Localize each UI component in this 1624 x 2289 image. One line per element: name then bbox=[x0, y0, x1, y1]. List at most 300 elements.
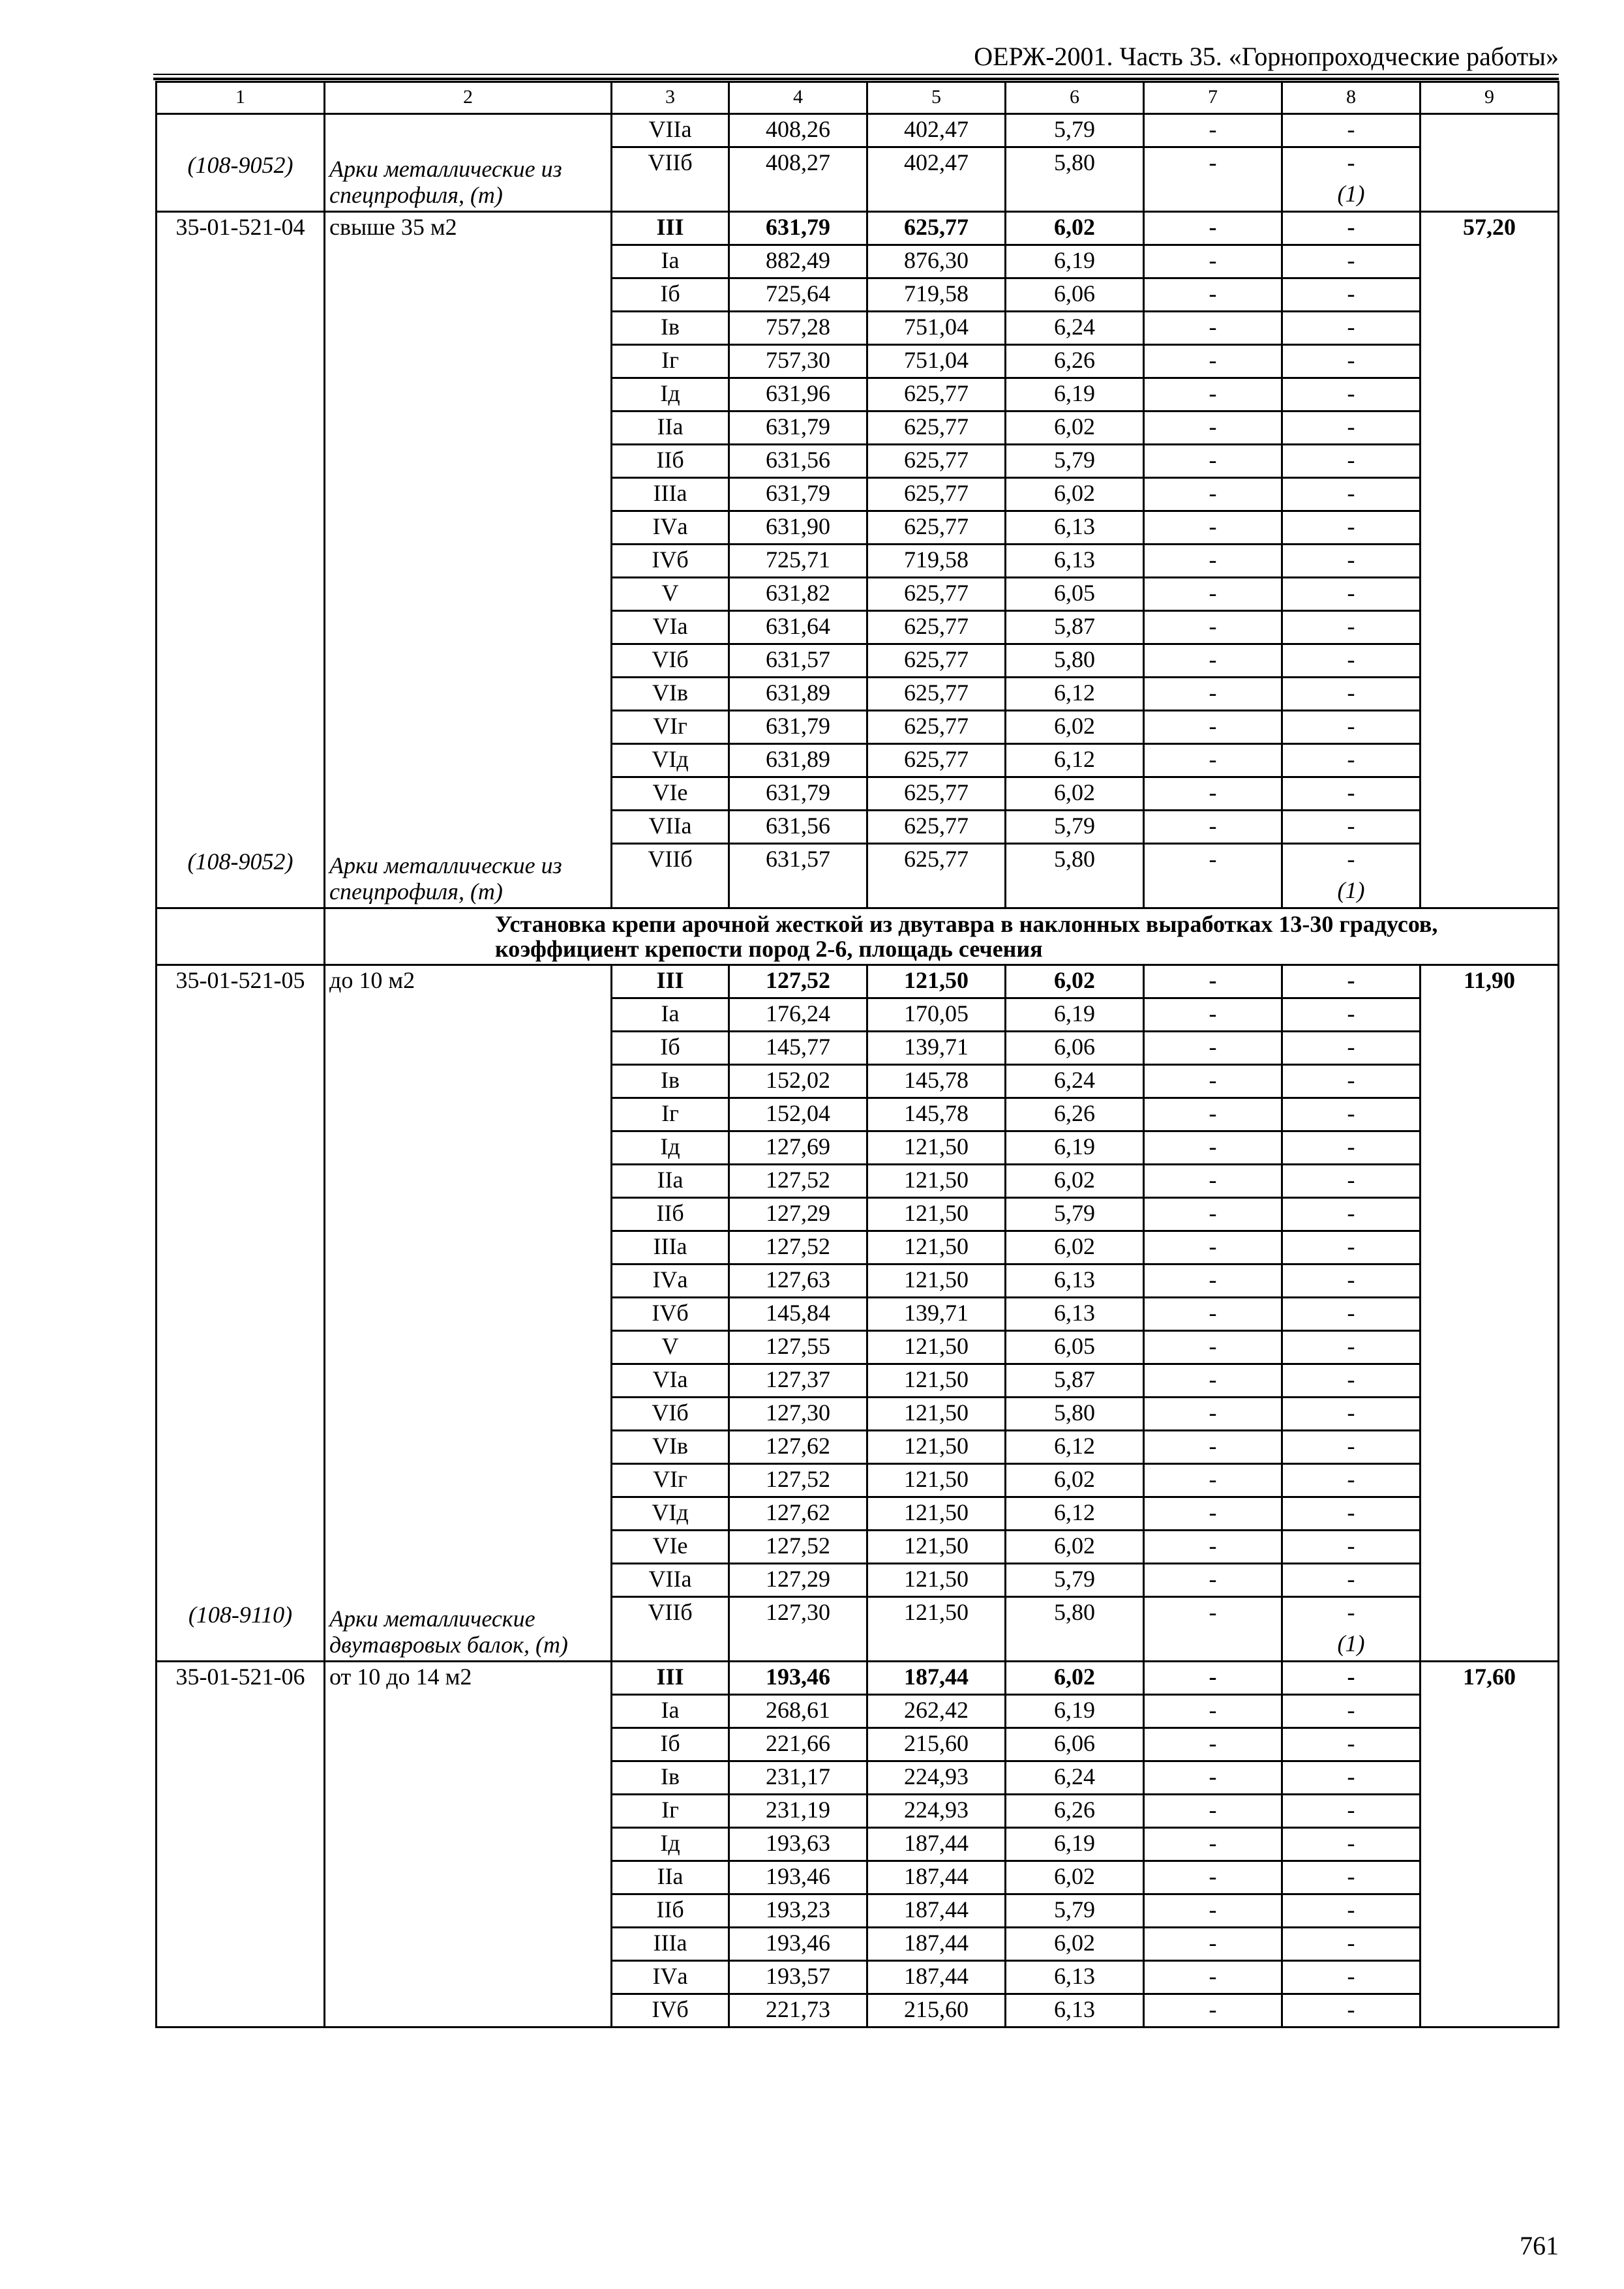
section-title: Установка крепи арочной жесткой из двутавра в наклонных выработках 13-30 градусов, коэффициент крепости пород 2-6, площадь сечения bbox=[325, 908, 1559, 965]
norm-name bbox=[325, 965, 612, 1662]
norm-code-text: 35-01-521-05 bbox=[175, 967, 305, 993]
empty-cell bbox=[1144, 876, 1282, 908]
cell-c6: 6,02 bbox=[1006, 411, 1144, 445]
cell-c5: 121,50 bbox=[867, 1398, 1006, 1431]
cell-c6: 6,13 bbox=[1006, 1264, 1144, 1298]
cell-zone: VIе bbox=[612, 777, 729, 811]
cell-c4: 631,64 bbox=[729, 611, 867, 644]
resource-code: (108-9052) bbox=[187, 152, 293, 178]
cell-zone: Iа bbox=[612, 245, 729, 278]
cell-c8: - bbox=[1282, 1464, 1421, 1497]
cell-c4: 145,77 bbox=[729, 1032, 867, 1065]
cell-c8: - bbox=[1282, 1431, 1421, 1464]
cell-c6: 6,05 bbox=[1006, 1331, 1144, 1364]
cell-c8: - bbox=[1282, 1497, 1421, 1531]
cell-c5: 402,47 bbox=[867, 147, 1006, 180]
cell-c6: 6,06 bbox=[1006, 1728, 1144, 1761]
cell-c4: 631,57 bbox=[729, 644, 867, 678]
cell-c4: 127,52 bbox=[729, 1165, 867, 1198]
cell-zone: VIг bbox=[612, 1464, 729, 1497]
cell-c7: - bbox=[1144, 1564, 1282, 1597]
cell-c7: - bbox=[1144, 1695, 1282, 1728]
cell-c4: 631,56 bbox=[729, 445, 867, 478]
cell-c5: 187,44 bbox=[867, 1662, 1006, 1695]
cell-zone: IIIа bbox=[612, 1231, 729, 1264]
cell-c7: - bbox=[1144, 212, 1282, 245]
cell-c5: 625,77 bbox=[867, 478, 1006, 511]
cell-c8: - bbox=[1282, 245, 1421, 278]
cell-zone: IIа bbox=[612, 1165, 729, 1198]
cell-c6: 5,80 bbox=[1006, 844, 1144, 876]
column-number: 8 bbox=[1282, 82, 1421, 114]
cell-zone: Iг bbox=[612, 345, 729, 378]
cell-c4: 757,30 bbox=[729, 345, 867, 378]
cell-c6: 6,02 bbox=[1006, 711, 1144, 744]
cell-c4: 631,79 bbox=[729, 478, 867, 511]
cell-zone: Iд bbox=[612, 1828, 729, 1861]
cell-c8: - bbox=[1282, 278, 1421, 312]
cell-c7: - bbox=[1144, 1894, 1282, 1928]
cell-c7: - bbox=[1144, 312, 1282, 345]
cell-c4: 127,62 bbox=[729, 1497, 867, 1531]
cell-c4: 725,71 bbox=[729, 545, 867, 578]
cell-c8: - bbox=[1282, 345, 1421, 378]
cell-c6: 5,80 bbox=[1006, 644, 1144, 678]
cell-zone: VIа bbox=[612, 1364, 729, 1398]
cell-c5: 625,77 bbox=[867, 644, 1006, 678]
cell-c5: 215,60 bbox=[867, 1994, 1006, 2027]
cell-c4: 193,23 bbox=[729, 1894, 867, 1928]
page-number: 761 bbox=[1520, 2231, 1559, 2260]
empty-cell bbox=[1144, 1629, 1282, 1662]
cell-c7: - bbox=[1144, 1828, 1282, 1861]
cell-c7: - bbox=[1144, 578, 1282, 611]
table-row bbox=[157, 212, 1559, 245]
cell-c8: - bbox=[1282, 1994, 1421, 2027]
cell-zone: IIа bbox=[612, 1861, 729, 1894]
cell-c5: 187,44 bbox=[867, 1961, 1006, 1994]
cell-c7: - bbox=[1144, 1065, 1282, 1098]
cell-c4: 176,24 bbox=[729, 998, 867, 1032]
cell-c7: - bbox=[1144, 1795, 1282, 1828]
cell-c8: - bbox=[1282, 1695, 1421, 1728]
cell-c7: - bbox=[1144, 1531, 1282, 1564]
cell-c6: 6,02 bbox=[1006, 965, 1144, 998]
empty-cell bbox=[1006, 876, 1144, 908]
cell-c4: 231,19 bbox=[729, 1795, 867, 1828]
norm-code-text: 35-01-521-06 bbox=[175, 1664, 305, 1690]
cell-c6: 6,02 bbox=[1006, 1861, 1144, 1894]
cell-c4: 193,63 bbox=[729, 1828, 867, 1861]
cell-zone: IIб bbox=[612, 1198, 729, 1231]
cell-zone: VIд bbox=[612, 1497, 729, 1531]
resource-name: Арки металлические из спецпрофиля, (т) bbox=[329, 852, 562, 905]
empty-cell bbox=[612, 179, 729, 212]
cell-c7: - bbox=[1144, 1098, 1282, 1131]
cell-c4: 127,30 bbox=[729, 1398, 867, 1431]
cell-c4: 631,56 bbox=[729, 811, 867, 844]
cell-c7: - bbox=[1144, 245, 1282, 278]
cell-c6: 6,24 bbox=[1006, 1065, 1144, 1098]
cell-c7: - bbox=[1144, 678, 1282, 711]
cell-c8: - bbox=[1282, 777, 1421, 811]
cell-c5: 139,71 bbox=[867, 1032, 1006, 1065]
cell-c5: 262,42 bbox=[867, 1695, 1006, 1728]
cell-c5: 121,50 bbox=[867, 1431, 1006, 1464]
cell-c5: 625,77 bbox=[867, 578, 1006, 611]
cell-c6: 6,19 bbox=[1006, 1131, 1144, 1165]
cell-zone: Iа bbox=[612, 1695, 729, 1728]
norm-code bbox=[157, 114, 325, 212]
cell-c8: - bbox=[1282, 1032, 1421, 1065]
cell-c6: 6,02 bbox=[1006, 212, 1144, 245]
cell-c8: - bbox=[1282, 1761, 1421, 1795]
cell-zone: VIIа bbox=[612, 1564, 729, 1597]
cell-c8: - bbox=[1282, 644, 1421, 678]
cell-zone: IIа bbox=[612, 411, 729, 445]
cell-c8: - bbox=[1282, 1065, 1421, 1098]
cell-c7: - bbox=[1144, 545, 1282, 578]
cell-zone: VIв bbox=[612, 1431, 729, 1464]
resource-name: Арки металлические из спецпрофиля, (т) bbox=[329, 156, 562, 208]
column-number: 4 bbox=[729, 82, 867, 114]
cell-c6: 6,02 bbox=[1006, 1464, 1144, 1497]
cell-c8: - bbox=[1282, 1861, 1421, 1894]
cell-c5: 121,50 bbox=[867, 1564, 1006, 1597]
cell-c6: 6,12 bbox=[1006, 1497, 1144, 1531]
cell-c5: 876,30 bbox=[867, 245, 1006, 278]
cell-c4: 127,52 bbox=[729, 1531, 867, 1564]
cell-c5: 121,50 bbox=[867, 1597, 1006, 1630]
cell-c7: - bbox=[1144, 1497, 1282, 1531]
cell-c8: - bbox=[1282, 378, 1421, 411]
norms-table bbox=[155, 81, 1559, 2028]
cell-c6: 6,24 bbox=[1006, 1761, 1144, 1795]
total-cost: 17,60 bbox=[1421, 1662, 1559, 2027]
cell-c6: 6,19 bbox=[1006, 245, 1144, 278]
resource-name: Арки металлические двутавровых балок, (т) bbox=[329, 1606, 568, 1658]
cell-zone: VIIб bbox=[612, 844, 729, 876]
cell-c5: 121,50 bbox=[867, 1165, 1006, 1198]
cell-c8: - bbox=[1282, 1098, 1421, 1131]
cell-c6: 5,79 bbox=[1006, 114, 1144, 147]
cell-c8: - bbox=[1282, 478, 1421, 511]
cell-zone: III bbox=[612, 965, 729, 998]
cell-c5: 625,77 bbox=[867, 411, 1006, 445]
cell-c4: 193,57 bbox=[729, 1961, 867, 1994]
empty-cell bbox=[867, 1629, 1006, 1662]
empty-cell bbox=[612, 876, 729, 908]
cell-zone: VIIа bbox=[612, 114, 729, 147]
cell-c4: 127,52 bbox=[729, 965, 867, 998]
cell-c5: 187,44 bbox=[867, 1894, 1006, 1928]
cell-zone: IVб bbox=[612, 1994, 729, 2027]
cell-zone: Iг bbox=[612, 1098, 729, 1131]
norm-name bbox=[325, 212, 612, 908]
cell-c4: 631,96 bbox=[729, 378, 867, 411]
cell-c4: 757,28 bbox=[729, 312, 867, 345]
cell-c5: 170,05 bbox=[867, 998, 1006, 1032]
cell-zone: IVа bbox=[612, 1961, 729, 1994]
total-cost: 11,90 bbox=[1421, 965, 1559, 1662]
cell-c6: 6,02 bbox=[1006, 1231, 1144, 1264]
cell-c4: 631,82 bbox=[729, 578, 867, 611]
empty-cell bbox=[1006, 179, 1144, 212]
cell-c5: 625,77 bbox=[867, 212, 1006, 245]
cell-c4: 631,79 bbox=[729, 411, 867, 445]
cell-c5: 121,50 bbox=[867, 1364, 1006, 1398]
cell-c7: - bbox=[1144, 965, 1282, 998]
cell-c4: 882,49 bbox=[729, 245, 867, 278]
cell-c4: 193,46 bbox=[729, 1928, 867, 1961]
cell-c5: 215,60 bbox=[867, 1728, 1006, 1761]
cell-c7: - bbox=[1144, 998, 1282, 1032]
section-row bbox=[157, 908, 1559, 965]
cell-c8: - bbox=[1282, 1398, 1421, 1431]
header-rule bbox=[153, 74, 1559, 75]
cell-c6: 6,26 bbox=[1006, 1795, 1144, 1828]
cell-c7: - bbox=[1144, 1961, 1282, 1994]
header-rule-thick bbox=[153, 78, 1559, 80]
cell-c4: 631,57 bbox=[729, 844, 867, 876]
cell-zone: Iв bbox=[612, 1065, 729, 1098]
table-row bbox=[157, 114, 1559, 147]
cell-c5: 121,50 bbox=[867, 1264, 1006, 1298]
cell-c8: - bbox=[1282, 711, 1421, 744]
cell-c8: - bbox=[1282, 998, 1421, 1032]
cell-c5: 719,58 bbox=[867, 278, 1006, 312]
cell-c4: 193,46 bbox=[729, 1861, 867, 1894]
cell-zone: Iб bbox=[612, 278, 729, 312]
cell-c7: - bbox=[1144, 644, 1282, 678]
cell-c7: - bbox=[1144, 1364, 1282, 1398]
cell-c8: - bbox=[1282, 811, 1421, 844]
cell-c6: 5,79 bbox=[1006, 1894, 1144, 1928]
cell-c8: - bbox=[1282, 1165, 1421, 1198]
cell-c4: 221,66 bbox=[729, 1728, 867, 1761]
cell-c4: 631,79 bbox=[729, 777, 867, 811]
cell-c7: - bbox=[1144, 844, 1282, 876]
cell-c7: - bbox=[1144, 1994, 1282, 2027]
cell-c6: 6,12 bbox=[1006, 744, 1144, 777]
column-number: 9 bbox=[1421, 82, 1559, 114]
cell-c8: - bbox=[1282, 744, 1421, 777]
cell-zone: VIе bbox=[612, 1531, 729, 1564]
cell-c4: 127,37 bbox=[729, 1364, 867, 1398]
cell-c6: 6,26 bbox=[1006, 1098, 1144, 1131]
norm-code-text: 35-01-521-04 bbox=[175, 214, 305, 240]
cell-c5: 625,77 bbox=[867, 711, 1006, 744]
column-number: 6 bbox=[1006, 82, 1144, 114]
cell-zone: IVа bbox=[612, 1264, 729, 1298]
cell-c5: 751,04 bbox=[867, 345, 1006, 378]
resource-qty: (1) bbox=[1282, 179, 1421, 212]
cell-c6: 5,87 bbox=[1006, 1364, 1144, 1398]
cell-zone: V bbox=[612, 578, 729, 611]
cell-c7: - bbox=[1144, 378, 1282, 411]
cell-c6: 6,02 bbox=[1006, 1531, 1144, 1564]
empty-cell bbox=[867, 179, 1006, 212]
norm-name bbox=[325, 114, 612, 212]
cell-zone: VIIб bbox=[612, 147, 729, 180]
cell-c4: 127,29 bbox=[729, 1564, 867, 1597]
empty-cell bbox=[729, 1629, 867, 1662]
cell-zone: Iб bbox=[612, 1728, 729, 1761]
cell-c8: - bbox=[1282, 147, 1421, 180]
cell-c8: - bbox=[1282, 1795, 1421, 1828]
resource-code: (108-9052) bbox=[187, 848, 293, 875]
cell-c8: - bbox=[1282, 545, 1421, 578]
cell-c8: - bbox=[1282, 1331, 1421, 1364]
cell-c6: 6,02 bbox=[1006, 1662, 1144, 1695]
cell-c6: 5,79 bbox=[1006, 445, 1144, 478]
cell-c6: 6,02 bbox=[1006, 1928, 1144, 1961]
cell-c8: - bbox=[1282, 1662, 1421, 1695]
cell-c4: 631,89 bbox=[729, 744, 867, 777]
cell-zone: VIг bbox=[612, 711, 729, 744]
resource-qty: (1) bbox=[1282, 876, 1421, 908]
cell-c4: 408,27 bbox=[729, 147, 867, 180]
cell-c7: - bbox=[1144, 1464, 1282, 1497]
cell-c4: 221,73 bbox=[729, 1994, 867, 2027]
total-cost: 57,20 bbox=[1421, 212, 1559, 908]
cell-c7: - bbox=[1144, 1131, 1282, 1165]
cell-c8: - bbox=[1282, 511, 1421, 545]
norm-code bbox=[157, 1662, 325, 2027]
cell-c5: 187,44 bbox=[867, 1861, 1006, 1894]
cell-c7: - bbox=[1144, 1231, 1282, 1264]
cell-c4: 152,02 bbox=[729, 1065, 867, 1098]
table-row bbox=[157, 965, 1559, 998]
cell-c4: 231,17 bbox=[729, 1761, 867, 1795]
cell-c4: 268,61 bbox=[729, 1695, 867, 1728]
cell-c5: 121,50 bbox=[867, 1531, 1006, 1564]
cell-c5: 139,71 bbox=[867, 1298, 1006, 1331]
cell-c5: 145,78 bbox=[867, 1098, 1006, 1131]
cell-c6: 6,19 bbox=[1006, 1828, 1144, 1861]
cell-c5: 224,93 bbox=[867, 1761, 1006, 1795]
column-number: 5 bbox=[867, 82, 1006, 114]
cell-c6: 6,13 bbox=[1006, 545, 1144, 578]
cell-c7: - bbox=[1144, 511, 1282, 545]
cell-zone: VIб bbox=[612, 644, 729, 678]
cell-c8: - bbox=[1282, 1597, 1421, 1630]
cell-zone: VIб bbox=[612, 1398, 729, 1431]
cell-c7: - bbox=[1144, 278, 1282, 312]
cell-c4: 631,89 bbox=[729, 678, 867, 711]
cell-c5: 625,77 bbox=[867, 511, 1006, 545]
cell-c5: 625,77 bbox=[867, 678, 1006, 711]
cell-c6: 6,19 bbox=[1006, 378, 1144, 411]
cell-zone: Iв bbox=[612, 312, 729, 345]
cell-c8: - bbox=[1282, 1198, 1421, 1231]
cell-c7: - bbox=[1144, 478, 1282, 511]
cell-c6: 5,79 bbox=[1006, 811, 1144, 844]
cell-c8: - bbox=[1282, 578, 1421, 611]
cell-c8: - bbox=[1282, 965, 1421, 998]
norm-code bbox=[157, 965, 325, 1662]
cell-c5: 121,50 bbox=[867, 965, 1006, 998]
cell-c4: 725,64 bbox=[729, 278, 867, 312]
cell-c6: 6,02 bbox=[1006, 1165, 1144, 1198]
cell-c4: 145,84 bbox=[729, 1298, 867, 1331]
cell-c7: - bbox=[1144, 114, 1282, 147]
cell-c6: 6,06 bbox=[1006, 1032, 1144, 1065]
cell-c8: - bbox=[1282, 1828, 1421, 1861]
cell-c8: - bbox=[1282, 844, 1421, 876]
cell-c5: 121,50 bbox=[867, 1231, 1006, 1264]
cell-c8: - bbox=[1282, 1928, 1421, 1961]
running-header: ОЕРЖ-2001. Часть 35. «Горнопроходческие работы» bbox=[974, 42, 1559, 71]
cell-c6: 5,79 bbox=[1006, 1564, 1144, 1597]
cell-c4: 152,04 bbox=[729, 1098, 867, 1131]
cell-zone: VIд bbox=[612, 744, 729, 777]
cell-c8: - bbox=[1282, 1364, 1421, 1398]
cell-c5: 625,77 bbox=[867, 445, 1006, 478]
cell-zone: Iг bbox=[612, 1795, 729, 1828]
cell-c7: - bbox=[1144, 1431, 1282, 1464]
empty-cell bbox=[729, 876, 867, 908]
section-empty bbox=[157, 908, 325, 965]
cell-c7: - bbox=[1144, 1662, 1282, 1695]
cell-c5: 187,44 bbox=[867, 1828, 1006, 1861]
cell-c8: - bbox=[1282, 411, 1421, 445]
norm-name-text: до 10 м2 bbox=[329, 967, 415, 993]
cell-c4: 127,63 bbox=[729, 1264, 867, 1298]
cell-c4: 631,90 bbox=[729, 511, 867, 545]
cell-c6: 5,80 bbox=[1006, 1597, 1144, 1630]
cell-zone: IVб bbox=[612, 545, 729, 578]
cell-c8: - bbox=[1282, 1298, 1421, 1331]
cell-c5: 145,78 bbox=[867, 1065, 1006, 1098]
cell-c7: - bbox=[1144, 1861, 1282, 1894]
cell-zone: Iа bbox=[612, 998, 729, 1032]
cell-c6: 6,26 bbox=[1006, 345, 1144, 378]
cell-c4: 631,79 bbox=[729, 212, 867, 245]
cell-c5: 224,93 bbox=[867, 1795, 1006, 1828]
empty-cell bbox=[612, 1629, 729, 1662]
cell-c7: - bbox=[1144, 711, 1282, 744]
cell-zone: IVб bbox=[612, 1298, 729, 1331]
empty-cell bbox=[729, 179, 867, 212]
cell-c7: - bbox=[1144, 1298, 1282, 1331]
cell-c8: - bbox=[1282, 1131, 1421, 1165]
cell-c8: - bbox=[1282, 114, 1421, 147]
cell-zone: VIIа bbox=[612, 811, 729, 844]
cell-c4: 408,26 bbox=[729, 114, 867, 147]
cell-c6: 5,80 bbox=[1006, 147, 1144, 180]
cell-c8: - bbox=[1282, 1264, 1421, 1298]
column-number: 1 bbox=[157, 82, 325, 114]
cell-c8: - bbox=[1282, 1564, 1421, 1597]
cell-c7: - bbox=[1144, 1728, 1282, 1761]
cell-c4: 193,46 bbox=[729, 1662, 867, 1695]
cell-c8: - bbox=[1282, 312, 1421, 345]
cell-c8: - bbox=[1282, 1728, 1421, 1761]
cell-zone: Iв bbox=[612, 1761, 729, 1795]
cell-c5: 625,77 bbox=[867, 811, 1006, 844]
norm-code bbox=[157, 212, 325, 908]
column-number: 2 bbox=[325, 82, 612, 114]
cell-c8: - bbox=[1282, 611, 1421, 644]
cell-c6: 6,24 bbox=[1006, 312, 1144, 345]
cell-c8: - bbox=[1282, 1961, 1421, 1994]
cell-c7: - bbox=[1144, 1761, 1282, 1795]
table-row bbox=[157, 1662, 1559, 1695]
cell-c6: 5,87 bbox=[1006, 611, 1144, 644]
cell-c4: 127,55 bbox=[729, 1331, 867, 1364]
cell-c5: 121,50 bbox=[867, 1198, 1006, 1231]
